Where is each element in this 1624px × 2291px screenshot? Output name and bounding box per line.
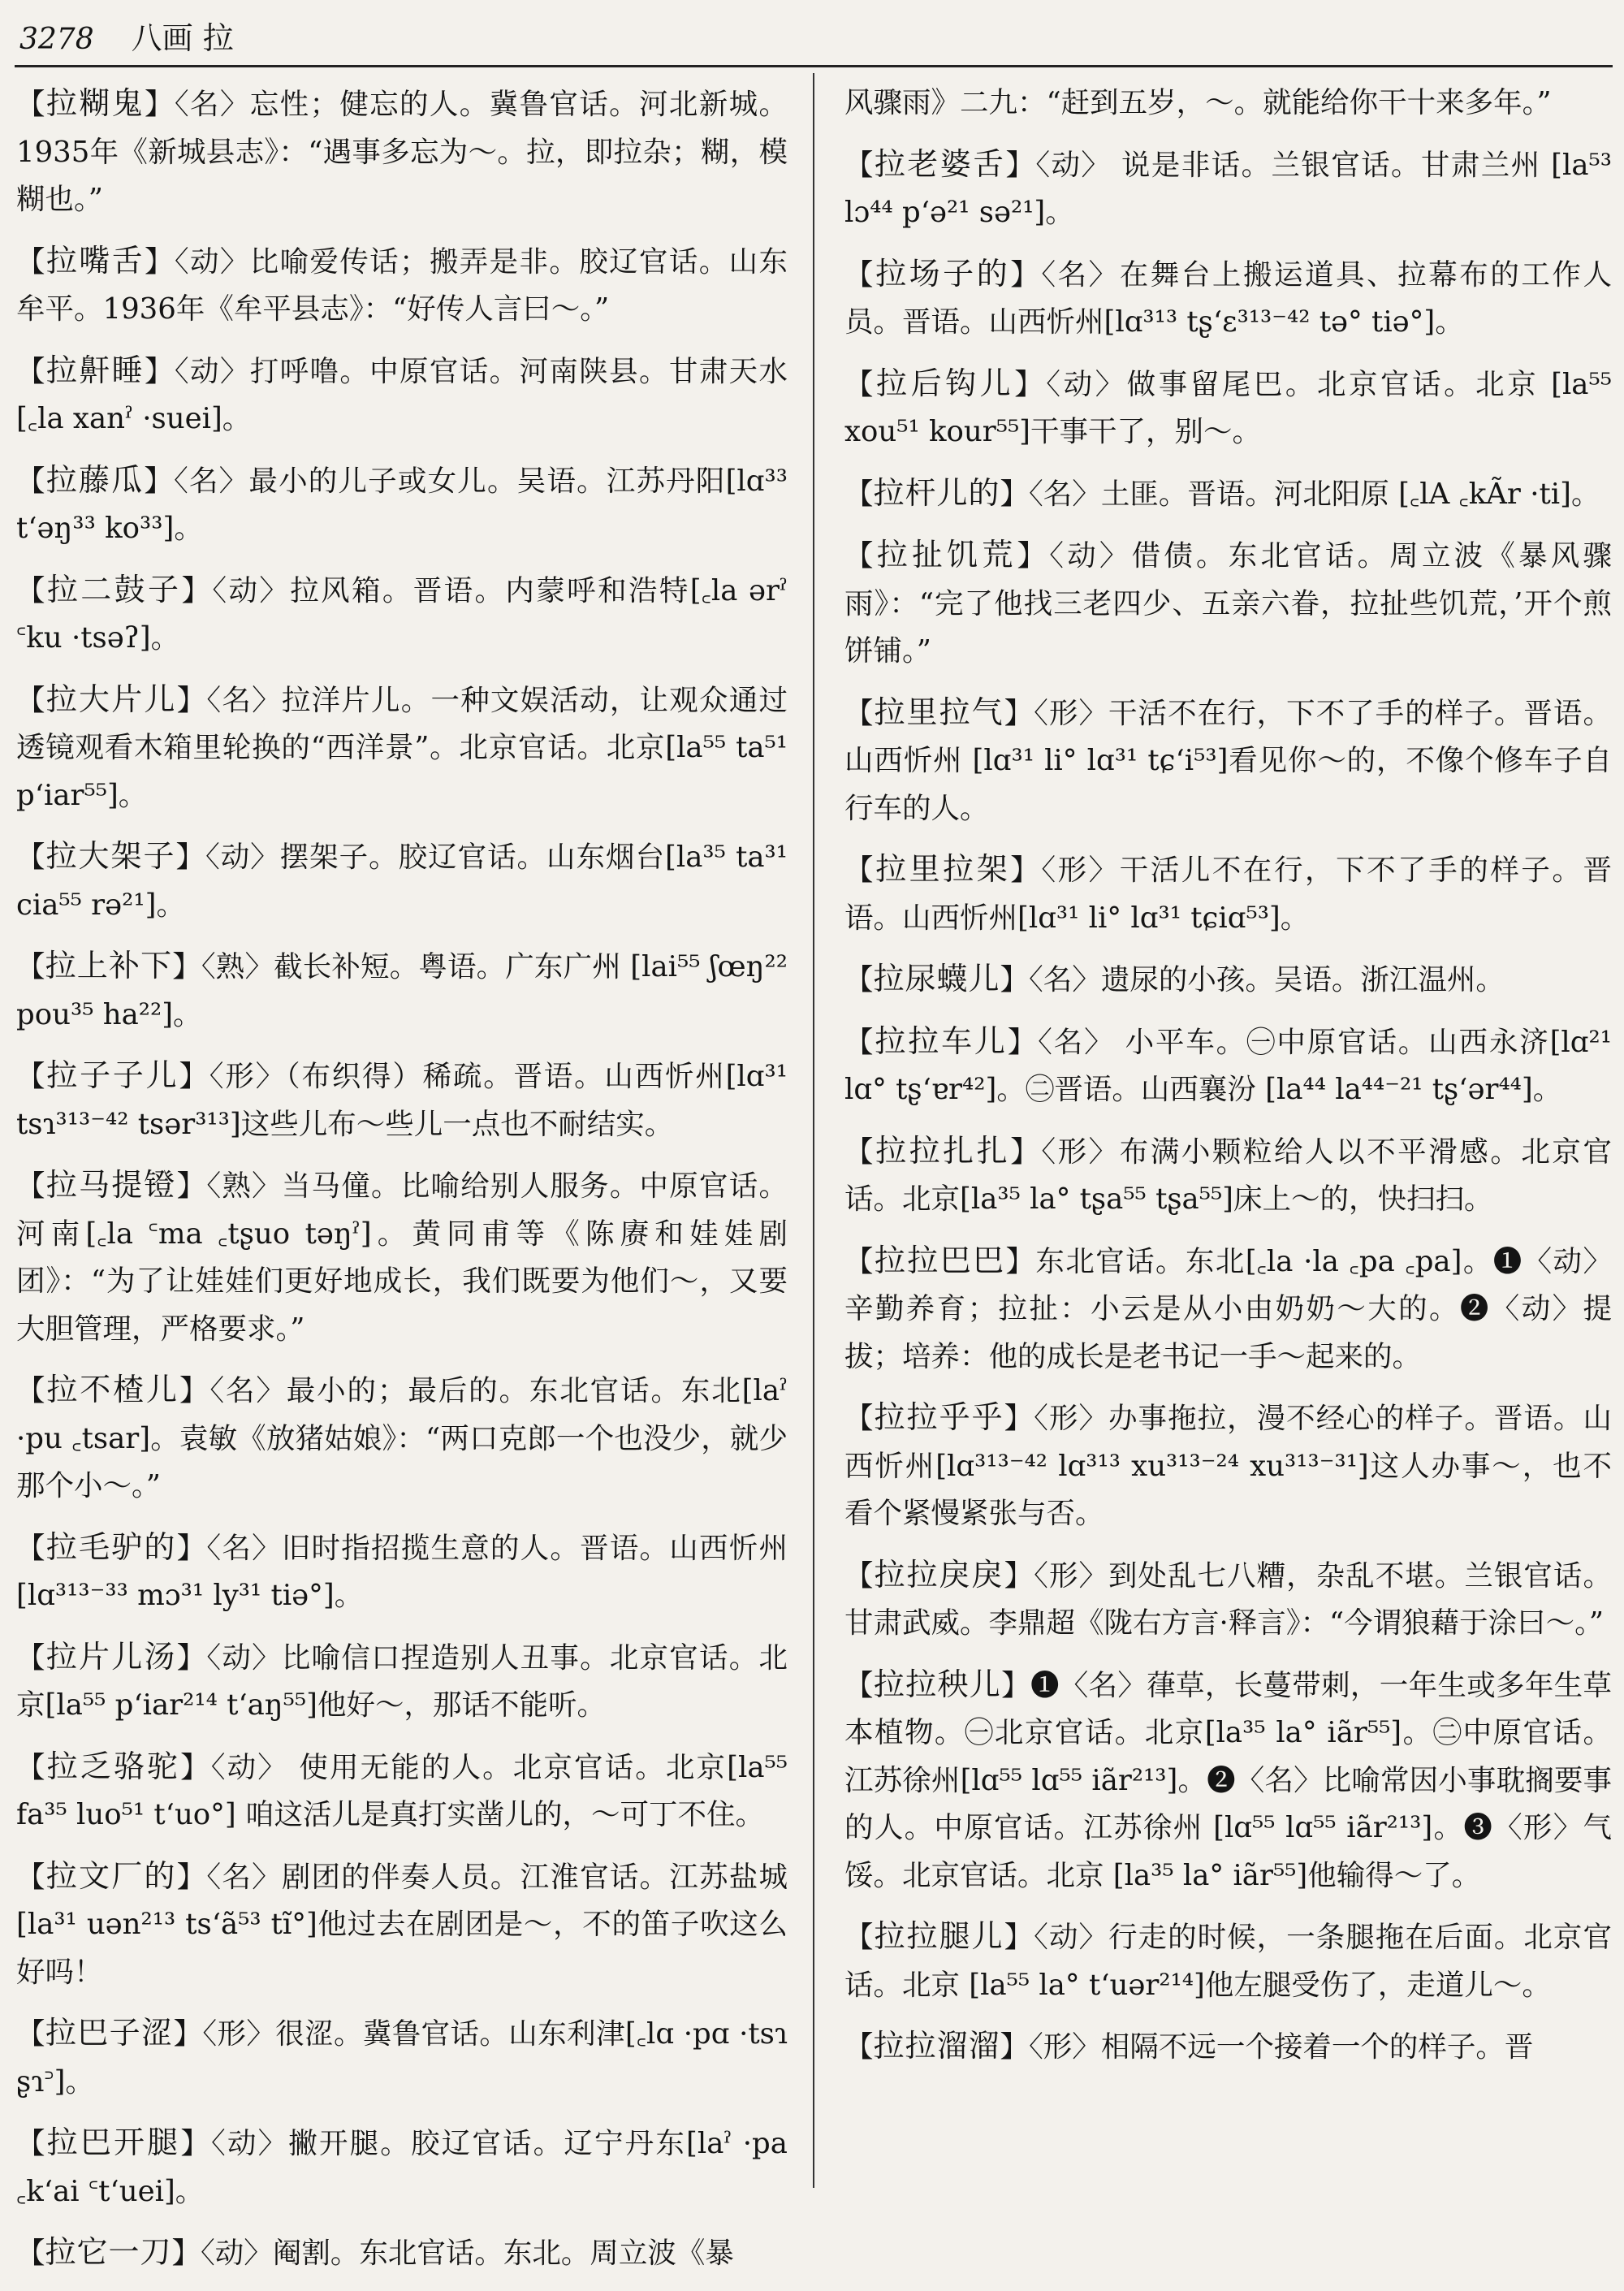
dictionary-entry [16, 1743, 788, 1839]
headword-bracket-open: 【 [16, 683, 46, 717]
headword-bracket-open: 【 [16, 1860, 46, 1894]
definition-text: 遗尿的小孩。吴语。浙江温州。 [1100, 963, 1505, 996]
dictionary-entry [16, 347, 788, 443]
page-header [19, 13, 234, 62]
definition-text: 小平车。㊀中原官话。山西永济[lɑ²¹ lɑ° tʂ‘ɐr⁴²]。㊁晋语。山西襄汾 [la⁴⁴ la⁴⁴⁻²¹ tʂ‘ər⁴⁴]。 [844, 1025, 1612, 1106]
headword-bracket-open: 【 [16, 1060, 47, 1093]
definition-text: 阉割。东北官话。东北。周立波《暴 [272, 2237, 734, 2270]
dictionary-entry [16, 2228, 788, 2278]
headword: 拉拉巴巴 [874, 1242, 1006, 1278]
headword-bracket-open: 【 [844, 1668, 874, 1702]
dictionary-entry [844, 1237, 1612, 1381]
headword-bracket-open: 【 [16, 1640, 46, 1675]
part-of-speech: 〈动〉 [174, 244, 250, 279]
part-of-speech: 〈动〉 [1046, 367, 1127, 401]
headword: 拉拉戾戾 [874, 1556, 1004, 1593]
headword: 拉子子儿 [46, 1057, 179, 1093]
headword-bracket-close: 】 [172, 950, 201, 983]
definition-text: 比喻信口捏造别人丑事。北京官话。北京[la⁵⁵ p‘iar²¹⁴ t‘aŋ⁵⁵]他好～，那话不能听。 [16, 1640, 788, 1722]
dictionary-entry [844, 845, 1612, 942]
headword: 拉糊鬼 [45, 85, 145, 121]
part-of-speech: 〈名〉 [206, 683, 282, 717]
dictionary-entry [844, 250, 1612, 347]
part-of-speech: 〈熟〉 [206, 1169, 282, 1203]
definition-text: 干活儿不在行，下不了手的样子。晋语。山西忻州[lɑ³¹ li° lɑ³¹ tɕiɑ⁵³]。 [844, 854, 1612, 935]
dictionary-entry [16, 80, 788, 224]
dictionary-entry [844, 955, 1612, 1005]
headword: 拉场子的 [875, 255, 1011, 292]
headword: 拉乏骆驼 [46, 1748, 181, 1784]
part-of-speech: 〈动〉 [205, 841, 280, 874]
headword-bracket-open: 【 [16, 573, 47, 607]
definition-text: 拉洋片儿。一种文娱活动，让观众通过透镜观看木箱里轮换的“西洋景”。北京官话。北京[la⁵⁵ ta⁵¹ p‘iar⁵⁵]。 [16, 683, 788, 812]
headword: 拉大架子 [45, 838, 176, 874]
part-of-speech: 〈名〉 [1029, 477, 1101, 511]
headword-bracket-close: 】 [180, 1750, 211, 1784]
part-of-speech: 〈动〉 [212, 573, 291, 607]
part-of-speech: 〈形〉 [1029, 2030, 1101, 2064]
dictionary-entry [844, 140, 1612, 237]
definition-text: 借债。东北官话。周立波《暴风骤雨》：“完了他找三老四少、五亲六眷，拉扯些饥荒，’开个煎饼铺。” [844, 539, 1612, 668]
headword-bracket-close: 】 [144, 88, 175, 121]
headword-bracket-close: 】 [176, 1640, 207, 1675]
headword-bracket-close: 】 [144, 244, 175, 279]
headword-bracket-open: 【 [844, 1244, 875, 1278]
dictionary-entry [844, 360, 1612, 456]
headword-bracket-open: 【 [16, 464, 46, 498]
headword-bracket-open: 【 [844, 1025, 875, 1059]
definition-text: 摆架子。胶辽官话。山东烟台[la³⁵ ta³¹ cia⁵⁵ rə²¹]。 [16, 841, 788, 922]
headword-bracket-close: 】 [1000, 963, 1030, 996]
definition-text: 干活不在行，下不了手的样子。晋语。山西忻州 [lɑ³¹ li° lɑ³¹ tɕ‘i⁵³]看见你～的，不像个修车子自行车的人。 [844, 696, 1612, 825]
headword-bracket-close: 】 [171, 2237, 201, 2270]
definition-text: 最小的儿子或女儿。吴语。江苏丹阳[lɑ³³ t‘əŋ³³ ko³³]。 [16, 464, 788, 545]
headword-bracket-open: 【 [16, 841, 46, 874]
headword: 拉杆儿的 [873, 474, 1000, 511]
headword-bracket-open: 【 [844, 539, 877, 573]
headword-bracket-close: 】 [173, 2017, 203, 2051]
part-of-speech: 〈动〉 [1049, 539, 1132, 573]
definition-text: 剧团的伴奏人员。江淮官话。江苏盐城[la³¹ uən²¹³ ts‘ã⁵³ tĩ°]他过去在剧团是～，不的笛子吹这么好吗！ [16, 1860, 788, 1989]
headword: 拉扯饥荒 [876, 537, 1017, 573]
headword-bracket-close: 】 [1000, 2030, 1030, 2064]
part-of-speech: 〈熟〉 [201, 950, 274, 983]
headword-bracket-close: 】 [176, 683, 207, 717]
header-rule [15, 65, 1613, 67]
definition-text: 使用无能的人。北京官话。北京[la⁵⁵ fa³⁵ luo⁵¹ t‘uo°] 咱这活儿是真打实凿儿的，～可丁不住。 [16, 1750, 788, 1831]
headword: 拉拉腿儿 [874, 1918, 1004, 1954]
dictionary-entry [844, 2022, 1612, 2072]
page-number: 3278 [19, 23, 94, 56]
definition-text: 忘性；健忘的人。冀鲁官话。河北新城。1935年《新城县志》：“遇事多忘为～。拉，即拉杂；糊，模糊也。” [16, 88, 788, 216]
definition-text: 很涩。冀鲁官话。山东利津[꜀lɑ ·pɑ ·tsɿ ʂɿ꜄]。 [16, 2017, 788, 2099]
dictionary-entry [16, 1161, 788, 1353]
definition-text: 到处乱七八糟，杂乱不堪。兰银官话。甘肃武威。李鼎超《陇右方言·释言》：“今谓狼藉于涂曰～。” [844, 1558, 1612, 1640]
headword: 拉不楂儿 [46, 1372, 179, 1407]
dictionary-entry [16, 832, 788, 929]
definition-text: 拉风箱。晋语。内蒙呼和浩特[꜀la ərˀ ꜂ku ·tsəʔ]。 [16, 573, 788, 655]
part-of-speech: 〈动〉 [1035, 148, 1112, 182]
headword: 拉嘴舌 [45, 242, 145, 279]
dictionary-entry [16, 456, 788, 553]
headword-bracket-open: 【 [844, 148, 875, 182]
part-of-speech: 〈名〉 [1038, 1025, 1115, 1059]
part-of-speech: 〈名〉 [174, 464, 249, 498]
left-column [16, 80, 788, 2291]
headword: 拉后钩儿 [876, 365, 1015, 401]
headword: 拉马提镫 [45, 1167, 177, 1203]
definition-text: 行走的时候，一条腿拖在后面。北京官话。北京 [la⁵⁵ la° t‘uər²¹⁴]他左腿受伤了，走道儿～。 [844, 1921, 1612, 2002]
headword-bracket-close: 】 [1005, 148, 1036, 182]
part-of-speech: 〈名〉 [1029, 963, 1101, 996]
definition-text: 东北官话。东北[꜀la ·la ꜀pa ꜀pa]。❶〈动〉辛勤养育；拉扯：小云是从小由奶奶～大的。❷〈动〉提拔；培养：他的成长是老书记一手～起来的。 [844, 1244, 1612, 1373]
headword-bracket-open: 【 [844, 1402, 875, 1435]
headword: 拉它一刀 [45, 2234, 172, 2270]
dictionary-entry [16, 1052, 788, 1148]
headword-bracket-open: 【 [16, 354, 46, 388]
headword-bracket-open: 【 [844, 854, 876, 887]
headword-bracket-open: 【 [16, 88, 46, 121]
definition-text: 相隔不远一个接着一个的样子。晋 [1100, 2030, 1534, 2064]
headword: 拉文厂的 [45, 1857, 177, 1894]
headword-bracket-close: 】 [176, 1169, 207, 1203]
part-of-speech: 〈形〉 [1034, 1558, 1109, 1593]
part-of-speech: 〈动〉 [1034, 1921, 1109, 1954]
dictionary-entry [16, 942, 788, 1039]
headword-bracket-open: 【 [16, 1531, 46, 1565]
headword: 拉拉秧儿 [873, 1666, 1002, 1702]
dictionary-entry [16, 1366, 788, 1511]
definition-text: 风骤雨》二九：“赶到五岁，～。就能给你干十来多年。” [844, 86, 1552, 119]
headword: 拉毛驴的 [45, 1528, 177, 1565]
dictionary-entry [844, 469, 1612, 519]
part-of-speech: 〈名〉 [206, 1860, 282, 1894]
headword: 拉上补下 [45, 948, 173, 983]
headword-bracket-open: 【 [16, 1750, 47, 1784]
headword-bracket-open: 【 [16, 1169, 46, 1203]
part-of-speech: 〈名〉 [1041, 257, 1120, 292]
headword: 拉拉溜溜 [873, 2028, 1000, 2064]
headword-bracket-open: 【 [844, 477, 874, 511]
headword-bracket-open: 【 [844, 1558, 875, 1593]
headword-bracket-close: 】 [144, 464, 175, 498]
headword-bracket-close: 】 [1004, 696, 1034, 730]
headword-bracket-close: 】 [1004, 1921, 1034, 1954]
dictionary-entry [844, 1661, 1612, 1900]
dictionary-entry [16, 1633, 788, 1730]
dictionary-entry [844, 1913, 1612, 2009]
dictionary-entry [16, 2009, 788, 2106]
part-of-speech: 〈名〉 [209, 1374, 287, 1407]
headword-bracket-close: 】 [1001, 1668, 1030, 1702]
dictionary-entry [16, 566, 788, 663]
right-column [844, 80, 1612, 2085]
headword-bracket-close: 】 [181, 573, 213, 607]
dictionary-entry [16, 2119, 788, 2215]
dictionary-entry [844, 1018, 1612, 1114]
headword-bracket-open: 【 [844, 1921, 875, 1954]
part-of-speech: 〈动〉 [206, 1640, 282, 1675]
headword-bracket-close: 】 [176, 1860, 207, 1894]
headword-bracket-open: 【 [16, 2127, 47, 2160]
definition-text: （布织得）稀疏。晋语。山西忻州[lɑ³¹ tsɿ³¹³⁻⁴² tsər³¹³]这些儿布～些儿一点也不耐结实。 [16, 1060, 788, 1141]
dictionary-entry [16, 1852, 788, 1997]
part-of-speech: 〈形〉 [1041, 1135, 1120, 1169]
headword-bracket-open: 【 [16, 2017, 45, 2051]
headword: 拉尿蠛儿 [873, 961, 1000, 996]
part-of-speech: 〈形〉 [1034, 696, 1109, 730]
headword-bracket-close: 】 [1010, 854, 1042, 887]
headword-bracket-open: 【 [844, 257, 876, 292]
headword-bracket-close: 】 [179, 1060, 209, 1093]
headword: 拉鼾睡 [45, 352, 145, 388]
definition-text: 做事留尾巴。北京官话。北京 [la⁵⁵ xou⁵¹ kour⁵⁵]干事干了，别～。 [844, 367, 1612, 448]
headword-bracket-open: 【 [16, 1374, 47, 1407]
part-of-speech: 〈动〉 [174, 354, 250, 388]
headword-bracket-close: 】 [144, 354, 175, 388]
headword: 拉巴子涩 [45, 2015, 174, 2051]
dictionary-entry [844, 689, 1612, 833]
headword: 拉二鼓子 [46, 571, 182, 607]
headword-bracket-close: 】 [180, 2127, 212, 2160]
part-of-speech: 〈动〉 [210, 1750, 288, 1784]
dictionary-entry [16, 237, 788, 334]
dictionary-entry [16, 1524, 788, 1620]
headword-bracket-close: 】 [1004, 1558, 1034, 1593]
definition-text: 当马僮。比喻给别人服务。中原官话。河南[꜀la ꜂ma ꜀tʂuo təŋˀ]。黄同甫等《陈赓和娃娃剧团》：“为了让娃娃们更好地成长，我们既要为他们～，又要大胆管理，严格要求。” [16, 1169, 788, 1346]
headword-bracket-close: 】 [179, 1374, 210, 1407]
definition-text: 土匪。晋语。河北阳原 [꜀lA ꜀kÃr ·ti]。 [1100, 477, 1600, 511]
headword: 拉里拉架 [875, 851, 1011, 887]
part-of-speech: 〈动〉 [211, 2127, 289, 2160]
headword: 拉里拉气 [874, 694, 1004, 730]
headword-bracket-close: 】 [1010, 257, 1042, 292]
definition-text: 撇开腿。胶辽官话。辽宁丹东[laˀ ·pa ꜀k‘ai ꜂t‘uei]。 [16, 2127, 788, 2208]
section-title: 八画 拉 [131, 20, 234, 56]
headword-bracket-open: 【 [844, 1135, 876, 1169]
headword-bracket-close: 】 [1005, 1244, 1036, 1278]
headword: 拉拉扎扎 [875, 1132, 1011, 1169]
headword-bracket-open: 【 [844, 367, 877, 401]
headword-bracket-open: 【 [844, 2030, 874, 2064]
definition-text: 比喻爱传话；搬弄是非。胶辽官话。山东牟平。1936年《牟平县志》：“好传人言曰～。” [16, 244, 788, 326]
headword-bracket-close: 】 [1004, 1402, 1034, 1435]
headword: 拉老婆舌 [874, 145, 1006, 182]
part-of-speech: 〈动〉 [201, 2237, 273, 2270]
headword-bracket-open: 【 [844, 696, 875, 730]
dictionary-entry [16, 676, 788, 820]
headword-bracket-open: 【 [16, 950, 45, 983]
part-of-speech: 〈形〉 [1034, 1402, 1109, 1435]
headword: 拉拉车儿 [875, 1022, 1008, 1059]
part-of-speech: 〈形〉 [202, 2017, 276, 2051]
definition-text: 在舞台上搬运道具、拉幕布的工作人员。晋语。山西忻州[lɑ³¹³ tʂ‘ɛ³¹³⁻⁴² tə° tiə°]。 [844, 257, 1612, 339]
definition-text: ❶〈名〉葎草，长蔓带刺，一年生或多年生草本植物。㊀北京官话。北京[la³⁵ la° iãr⁵⁵]。㊁中原官话。江苏徐州[lɑ⁵⁵ lɑ⁵⁵ iãr²¹³]。❷〈名〉比喻常因小事耽搁要事的人。中原官话。江苏徐州 [lɑ⁵⁵ lɑ⁵⁵ iãr²¹³]。❸〈形〉气馁。北京官话。北京 [la³⁵ la° iãr⁵⁵]他输得～了。 [844, 1668, 1612, 1892]
definition-text: 截长补短。粤语。广东广州 [lai⁵⁵ ʃœŋ²² pou³⁵ ha²²]。 [16, 950, 788, 1031]
column-divider [813, 73, 814, 2188]
dictionary-entry [844, 1127, 1612, 1224]
headword: 拉巴开腿 [46, 2125, 181, 2160]
headword-bracket-close: 】 [1017, 539, 1050, 573]
definition-text: 最小的；最后的。东北官话。东北[laˀ ·pu ꜀tsar]。袁敏《放猪姑娘》：“两口克郎一个也没少，就少那个小～。” [16, 1374, 788, 1502]
headword-bracket-open: 【 [844, 963, 874, 996]
headword-bracket-close: 】 [1010, 1135, 1042, 1169]
definition-text: 办事拖拉，漫不经心的样子。晋语。山西忻州[lɑ³¹³⁻⁴² lɑ³¹³ xu³¹³⁻²⁴ xu³¹³⁻³¹]这人办事～，也不看个紧慢紧张与否。 [844, 1402, 1612, 1530]
headword-bracket-close: 】 [176, 1531, 207, 1565]
part-of-speech: 〈名〉 [174, 88, 250, 121]
definition-text: 打呼噜。中原官话。河南陕县。甘肃天水[꜀la xanˀ ·suei]。 [16, 354, 788, 435]
definition-text: 说是非话。兰银官话。甘肃兰州 [la⁵³ lɔ⁴⁴ p‘ə²¹ sə²¹]。 [844, 148, 1612, 229]
headword: 拉片儿汤 [45, 1638, 177, 1675]
dictionary-entry [844, 1551, 1612, 1648]
headword-bracket-close: 】 [1000, 477, 1030, 511]
headword-bracket-open: 【 [16, 244, 46, 279]
headword: 拉藤瓜 [45, 461, 145, 498]
dictionary-entry [844, 1394, 1612, 1538]
part-of-speech: 〈形〉 [209, 1060, 286, 1093]
part-of-speech: 〈形〉 [1041, 854, 1120, 887]
headword-bracket-close: 】 [1007, 1025, 1039, 1059]
definition-text: 布满小颗粒给人以不平滑感。北京官话。北京[la³⁵ la° tʂa⁵⁵ tʂa⁵⁵]床上～的，快扫扫。 [844, 1135, 1612, 1216]
part-of-speech: 〈名〉 [206, 1531, 282, 1565]
dictionary-entry [844, 531, 1612, 676]
headword-bracket-close: 】 [175, 841, 205, 874]
entry-continuation [844, 80, 1612, 128]
headword: 拉拉乎乎 [874, 1399, 1004, 1435]
headword-bracket-close: 】 [1014, 367, 1047, 401]
definition-text: 旧时指招揽生意的人。晋语。山西忻州[lɑ³¹³⁻³³ mɔ³¹ ly³¹ tiə°]。 [16, 1531, 788, 1612]
headword-bracket-open: 【 [16, 2237, 45, 2270]
headword: 拉大片儿 [45, 681, 177, 717]
